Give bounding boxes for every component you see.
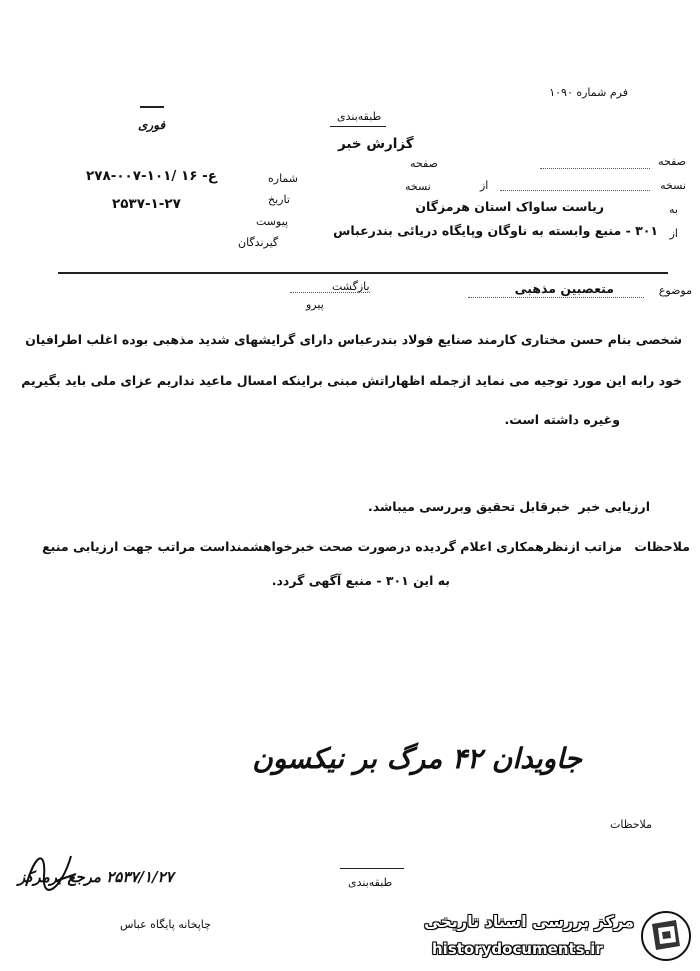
- classification-underline: [330, 126, 386, 127]
- center-copy-label: نسخه: [405, 180, 431, 193]
- watermark-name: مرکز بررسی اسناد تاریخی: [424, 912, 634, 931]
- subject-dots: [468, 297, 644, 298]
- return-label: بازگشت: [332, 280, 370, 293]
- number-label: شماره: [268, 172, 299, 185]
- body-line-1: شخصی بنام حسن مختاری کارمند صنایع فولاد بندرعباس دارای گرایشهای شدید مذهبی بوده اغلب اطرافیان: [25, 332, 682, 347]
- urgent-stamp-text: فوری: [138, 118, 166, 132]
- bottom-classification-label: طبقه‌بندی: [348, 876, 393, 889]
- right-page-label: صفحه: [658, 155, 686, 168]
- body-line-3: وغیره داشته است.: [504, 412, 620, 427]
- form-number: فرم شماره ۱۰۹۰: [549, 86, 628, 99]
- archive-logo-icon: [640, 910, 692, 962]
- page-dots: [540, 168, 650, 169]
- subject-label: موضوع: [658, 284, 692, 297]
- remarks-label: ملاحظات: [634, 539, 690, 554]
- from-label: از: [669, 227, 678, 240]
- classification-label-top: طبقه‌بندی: [337, 110, 382, 123]
- recipients-label: گیرندگان: [238, 236, 279, 249]
- from-word: از: [480, 179, 489, 192]
- bottom-notes-label: ملاحظات: [610, 818, 652, 831]
- to-label: به: [669, 203, 678, 216]
- document-number: ۲۷۸-۰۰۷-۱۰۱/ ۱۶ -ع: [86, 168, 218, 184]
- center-page-label: صفحه: [410, 157, 438, 170]
- evaluation-value: خبرقابل تحقیق وبررسی میباشد.: [367, 499, 570, 514]
- remarks-line-1: مزاتب ازنظرهمکاری اعلام گردیده درصورت صحت خبرخواهشمنداست مراتب جهت ارزیابی منبع: [42, 539, 622, 554]
- date-label: تاریخ: [268, 193, 290, 206]
- copy-dots: [500, 190, 650, 191]
- attachment-label: پیوست: [256, 215, 289, 228]
- recipient-value: ریاست ساواک استان هرمزگان: [415, 199, 604, 214]
- header-separator: [58, 272, 668, 274]
- followup-label: پیرو: [306, 298, 324, 311]
- return-dots: [290, 292, 370, 293]
- signature-scribble: [16, 846, 86, 896]
- sender-value: ۳۰۱ - منبع وابسته به ناوگان وپایگاه دریائی بندرعباس: [333, 223, 658, 238]
- body-line-2: خود رابه این مورد توجیه می نماید ازجمله اظهاراتش مبنی براینکه امسال ماعید نداریم عزای ملی باید بگیریم: [21, 373, 682, 388]
- watermark: [416, 908, 696, 966]
- printer-label: چاپخانه پایگاه عباس: [120, 918, 211, 931]
- report-title: گزارش خبر: [338, 136, 414, 152]
- stamp-underline: [140, 106, 164, 108]
- handwritten-note: جاویدان ۴۲ مرگ بر نیکسون: [252, 742, 582, 775]
- remarks-line-2: به این ۳۰۱ - منبع آگهی گردد.: [271, 573, 450, 588]
- evaluation-label: ارزیابی خبر: [578, 499, 650, 514]
- watermark-url: historydocuments.ir: [432, 940, 603, 958]
- signature-note: ۲۵۳۷/۱/۲۷ مرجع برمرکز: [18, 868, 174, 886]
- bottom-classification-line: [340, 868, 404, 869]
- document-date: ۲۵۳۷-۱-۲۷: [112, 196, 181, 212]
- right-copy-label: نسخه: [660, 179, 686, 192]
- subject-value: متعصبین مذهبی: [514, 281, 614, 296]
